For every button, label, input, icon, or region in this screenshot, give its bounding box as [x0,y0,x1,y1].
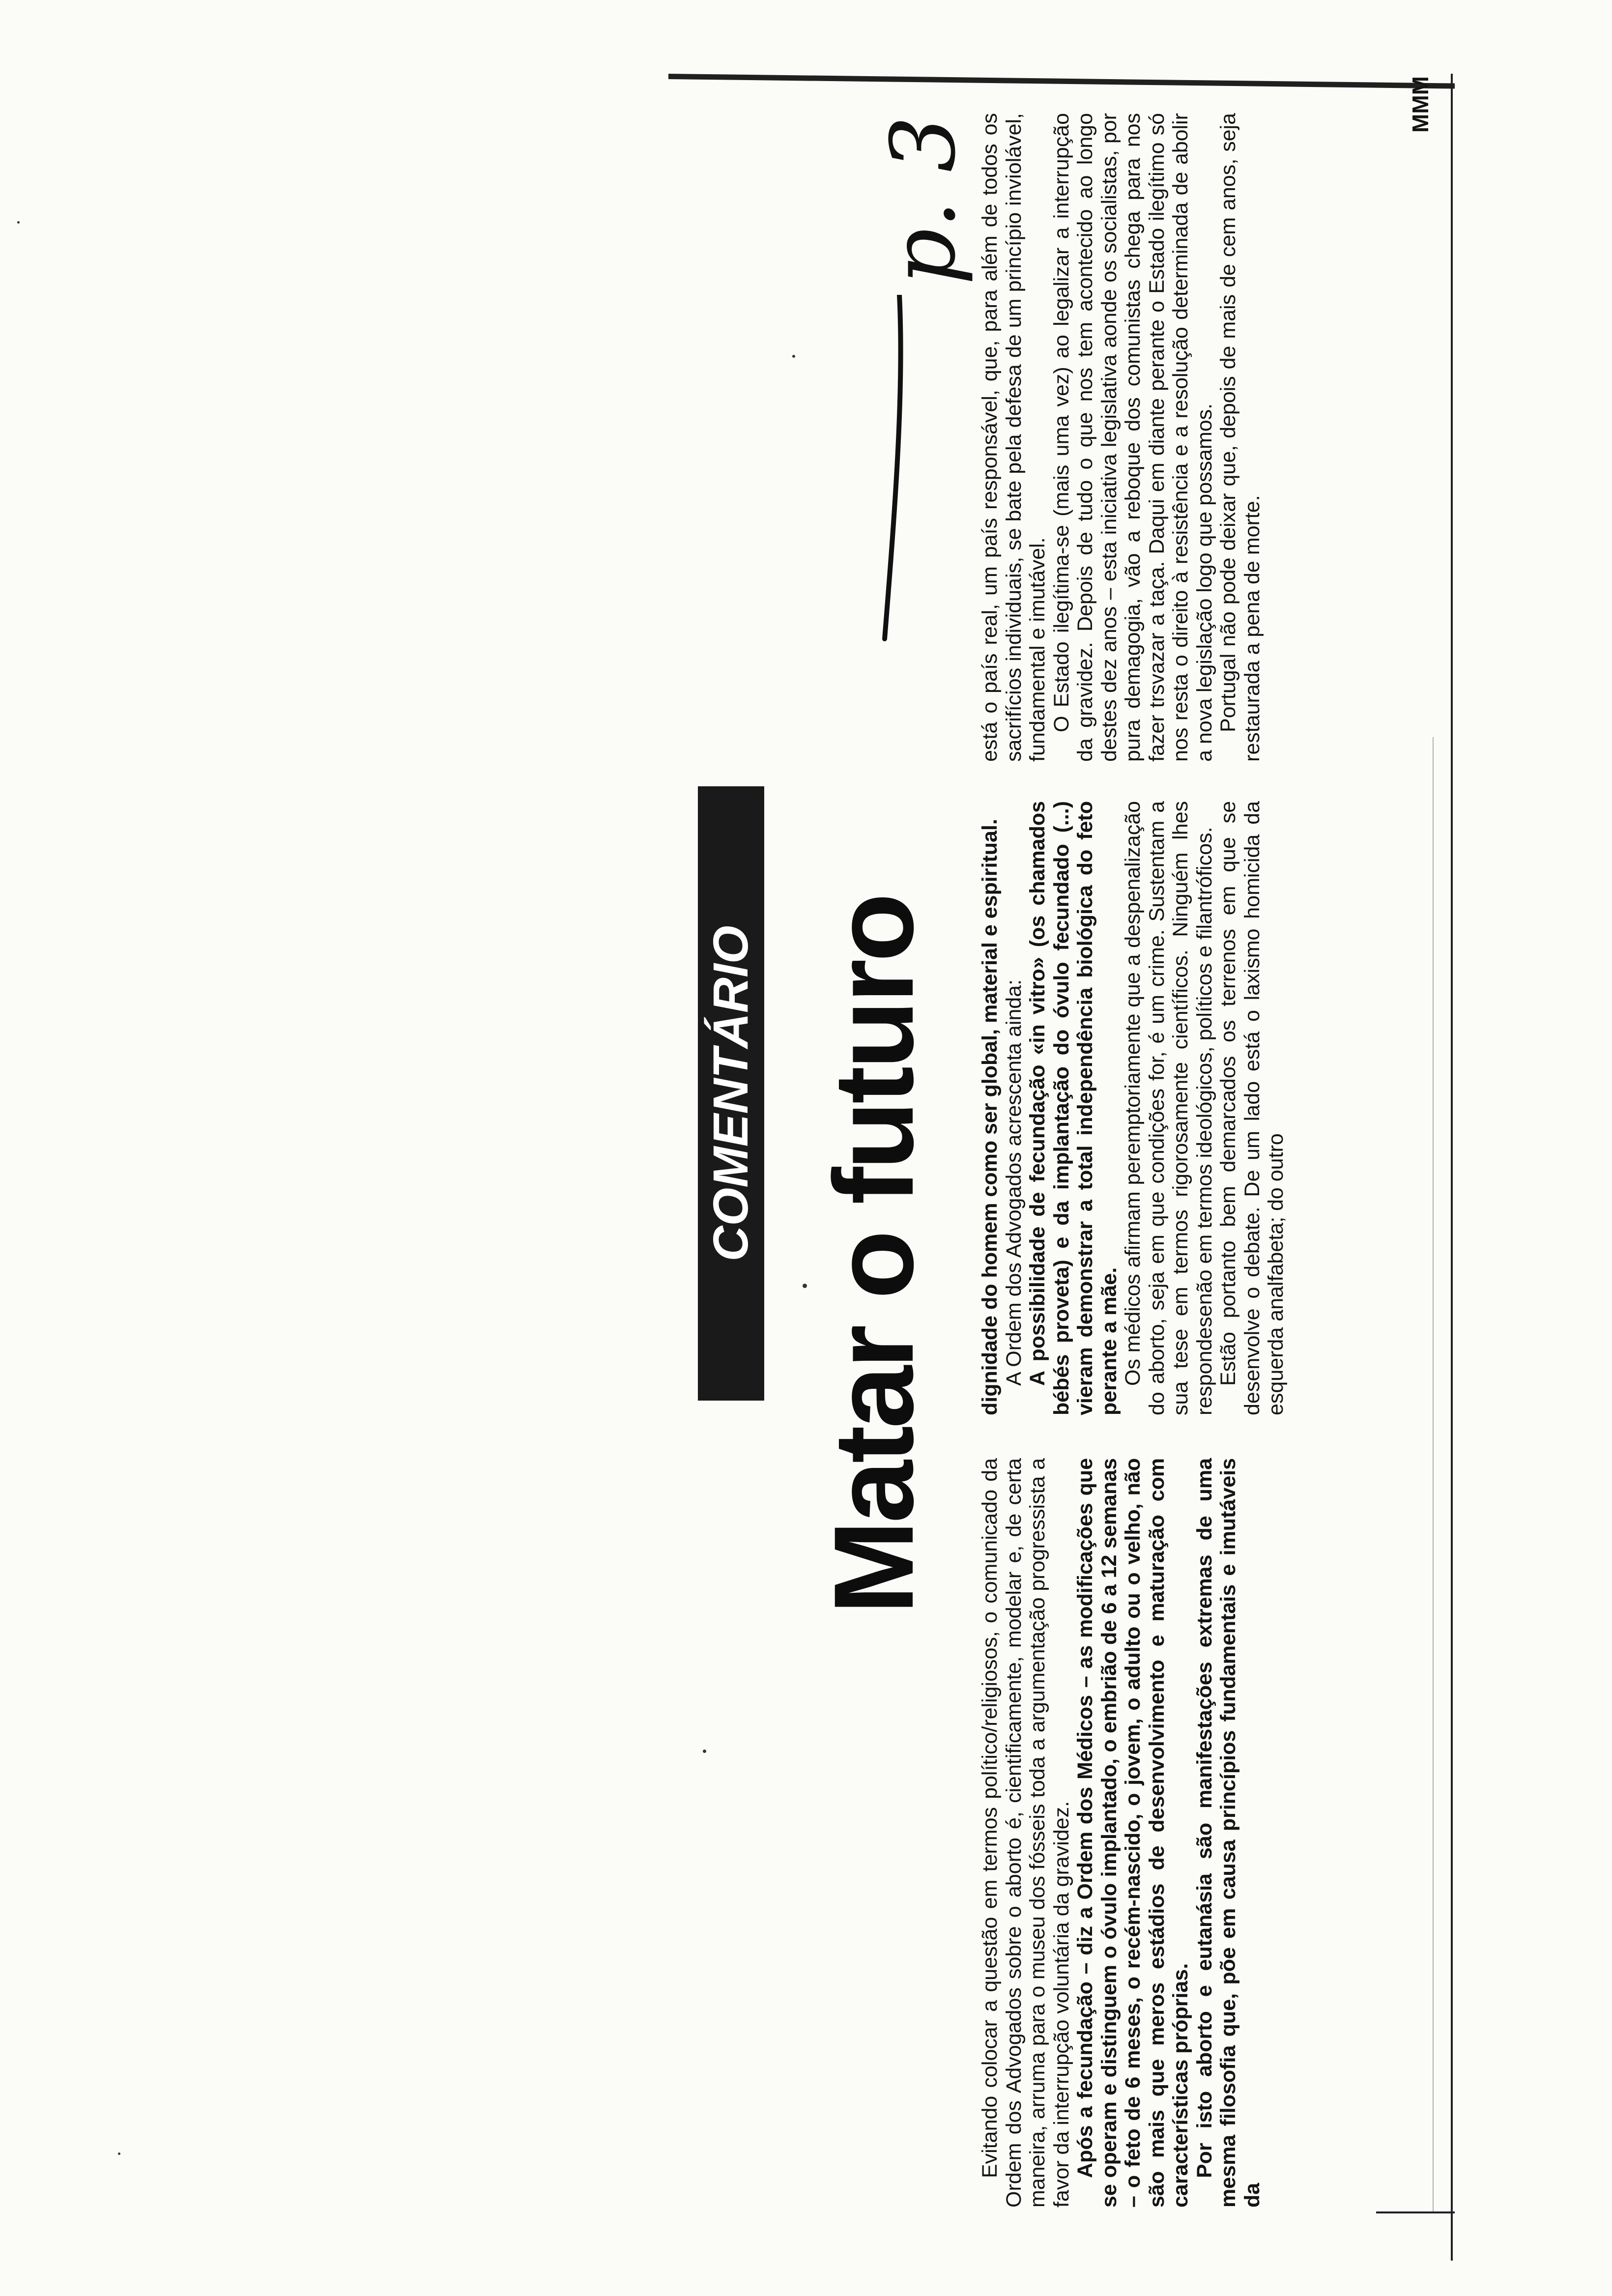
column-2-paragraph-3: A possibilidade de fecundação «in vitro» (os chamados bébés proveta) e da implantação do óvulo fecundado (...) vieram demonstrar a total independência biológica do feto perante a mãe. [1026,801,1121,1415]
column-1-paragraph-1: Evitando colocar a questão em termos político/religiosos, o comunicado da Ordem dos Advogados sobre o aborto é, cientificamente, modelar e, de certa maneira, arruma para o museu dos fósseis toda a argumentação progressista a favor da interrupção voluntária da gravidez. [978,1458,1073,2208]
column-2-paragraph-4: Os médicos afirmam peremptoriamente que a despenalização do aborto, seja em que condições for, é um crime. Sustentam a sua tese em termos rigorosamente científicos. Ninguém lhes respondesenão em termos ideológicos, políticos e filantróficos. [1121,801,1216,1415]
column-1-paragraph-2: Após a fecundação – diz a Ordem dos Médicos – as modificações que se operam e distinguem o óvulo implantado, o embrião de 6 a 12 semanas – o feto de 6 meses, o recém-nascido, o jovem, o adulto ou o velho, não são mais que meros estádios de desenvolvimento e maturação com características próprias. [1073,1458,1192,2208]
annotation-text: p. 3 [872,115,975,285]
signature [1406,76,1435,174]
scan-speck [703,1750,706,1753]
column-3-paragraph-2: O Estado ilegítima-se (mais uma vez) ao legalizar a interrupção da gravidez. Depois de tudo o que nos tem acontecido ao longo destes dez anos – esta iniciativa legislativa aonde os socialistas, por pura demagogia, vão a reboque dos comunistas chega para nos fazer trsvazar a taça. Daqui em diante perante o Estado ilegítimo só nos resta o direito à resistência e a resolução determinada de abolir a nova legislação logo que possamos. [1049,113,1216,762]
column-2-paragraph-2: A Ordem dos Advogados acrescenta ainda: [1002,979,1026,1386]
annotation-line [885,295,901,639]
signature-text: MMM [1408,76,1433,133]
scan-speck [792,355,795,358]
headline-text: Matar o futuro [810,896,937,1614]
annotation-stroke [865,295,934,649]
article-column-2 [978,801,1288,1415]
section-label-banner [698,786,764,1401]
bottom-rule [1376,2211,1455,2213]
section-label: COMENTÁRIO [703,925,758,1262]
headline [810,627,937,1614]
handwritten-annotation [872,115,975,305]
column-rule-short [1433,737,1434,2211]
top-rule [668,74,1455,89]
column-1-paragraph-3: Por isto aborto e eutanásia são manifestações extremas de uma mesma filosofia que, põe em causa princípios fundamentais e imutáveis da [1192,1458,1264,2208]
right-rule [1451,74,1453,2261]
article-column-3 [978,113,1264,762]
column-2-paragraph-5: Estão portanto bem demarcados os terrenos em que se desenvolve o debate. De um lado está o laxismo homicida da esquerda analfabeta; do outro [1216,801,1288,1415]
column-3-paragraph-1: está o país real, um país responsável, que, para além de todos os sacrifícios individuais, se bate pela defesa de um princípio inviolável, fundamental e imutável. [978,113,1049,762]
scan-speck [803,1284,807,1288]
article-column-1 [978,1458,1264,2208]
column-3-paragraph-3: Portugal não pode deixar que, depois de mais de cem anos, seja restaurada a pena de morte. [1216,113,1264,762]
scan-speck [17,221,20,224]
column-2-paragraph-1: dignidade do homem como ser global, material e espiritual. [978,819,1002,1415]
scan-speck [118,2152,120,2155]
